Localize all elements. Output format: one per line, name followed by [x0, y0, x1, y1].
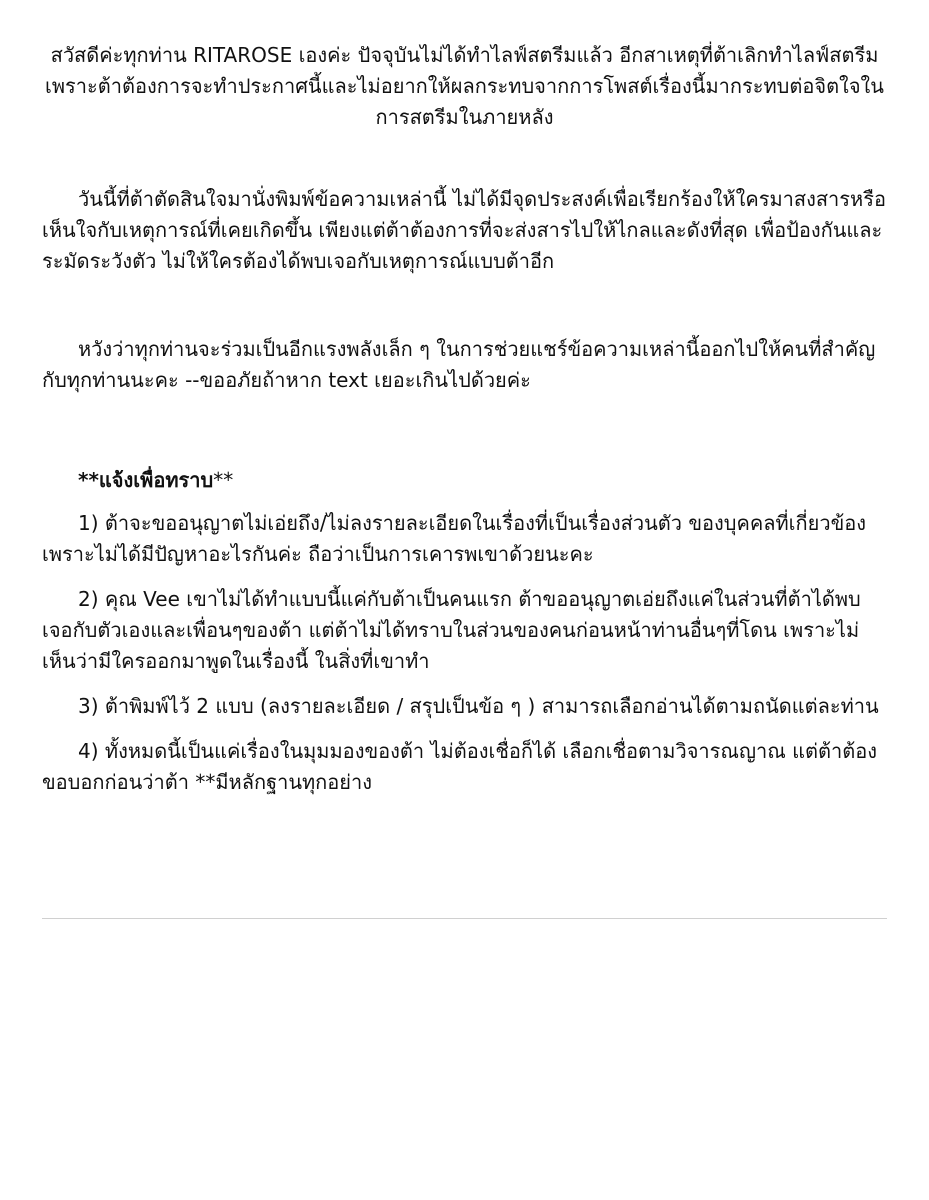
notice-heading-bold: **แจ้งเพื่อทราบ [78, 468, 214, 492]
notice-heading [42, 465, 887, 496]
notice-item-3: 3) ต้าพิมพ์ไว้ 2 แบบ (ลงรายละเอียด / สรุปเป็นข้อ ๆ ) สามารถเลือกอ่านได้ตามถนัดแต่ละท่าน [78, 694, 879, 718]
notice-item-2: 2) คุณ Vee เขาไม่ได้ทำแบบนี้แค่กับต้าเป็นคนแรก ต้าขออนุญาตเอ่ยถึงแค่ในส่วนที่ต้าได้พบเจอกับตัวเองและเพื่อนๆของต้า แต่ต้าไม่ได้ทราบในส่วนของคนก่อนหน้าท่านอื่นๆที่โดน เพราะไม่เห็นว่ามีใครออกมาพูดในเรื่องนี้ ในสิ่งที่เขาทำ [42, 587, 861, 673]
bottom-divider [42, 918, 887, 919]
paragraph-share-request: หวังว่าทุกท่านจะร่วมเป็นอีกแรงพลังเล็ก ๆ ในการช่วยแชร์ข้อความเหล่านี้ออกไปให้คนที่สำคัญกับทุกท่านนะคะ --ขออภัยถ้าหาก text เยอะเกินไปด้วยค่ะ [42, 337, 876, 392]
intro-paragraph: สวัสดีค่ะทุกท่าน RITAROSE เองค่ะ ปัจจุบันไม่ได้ทำไลฟ์สตรีมแล้ว อีกสาเหตุที่ต้าเลิกทำไลฟ์สตรีม เพราะต้าต้องการจะทำประกาศนี้และไม่อยากให้ผลกระทบจากการโพสต์เรื่องนี้มากระทบต่อจิตใจในการสตรีมในภายหลัง [45, 43, 884, 129]
notice-heading-rest: ** [213, 468, 234, 492]
document-body [42, 40, 887, 798]
paragraph-decision: วันนี้ที่ต้าตัดสินใจมานั่งพิมพ์ข้อความเหล่านี้ ไม่ได้มีจุดประสงค์เพื่อเรียกร้องให้ใครมาสงสารหรือเห็นใจกับเหตุการณ์ที่เคยเกิดขึ้น เพียงแต่ต้าต้องการที่จะส่งสารไปให้ไกลและดังที่สุด เพื่อป้องกันและระมัดระวังตัว ไม่ให้ใครต้องได้พบเจอกับเหตุการณ์แบบต้าอีก [42, 187, 886, 273]
notice-item-4: 4) ทั้งหมดนี้เป็นแค่เรื่องในมุมมองของต้า ไม่ต้องเชื่อก็ได้ เลือกเชื่อตามวิจารณญาณ แต่ต้าต้องขอบอกก่อนว่าต้า **มีหลักฐานทุกอย่าง [42, 739, 877, 794]
notice-item-1: 1) ต้าจะขออนุญาตไม่เอ่ยถึง/ไม่ลงรายละเอียดในเรื่องที่เป็นเรื่องส่วนตัว ของบุคคลที่เกี่ยวข้อง เพราะไม่ได้มีปัญหาอะไรกันค่ะ ถือว่าเป็นการเคารพเขาด้วยนะคะ [42, 511, 867, 566]
